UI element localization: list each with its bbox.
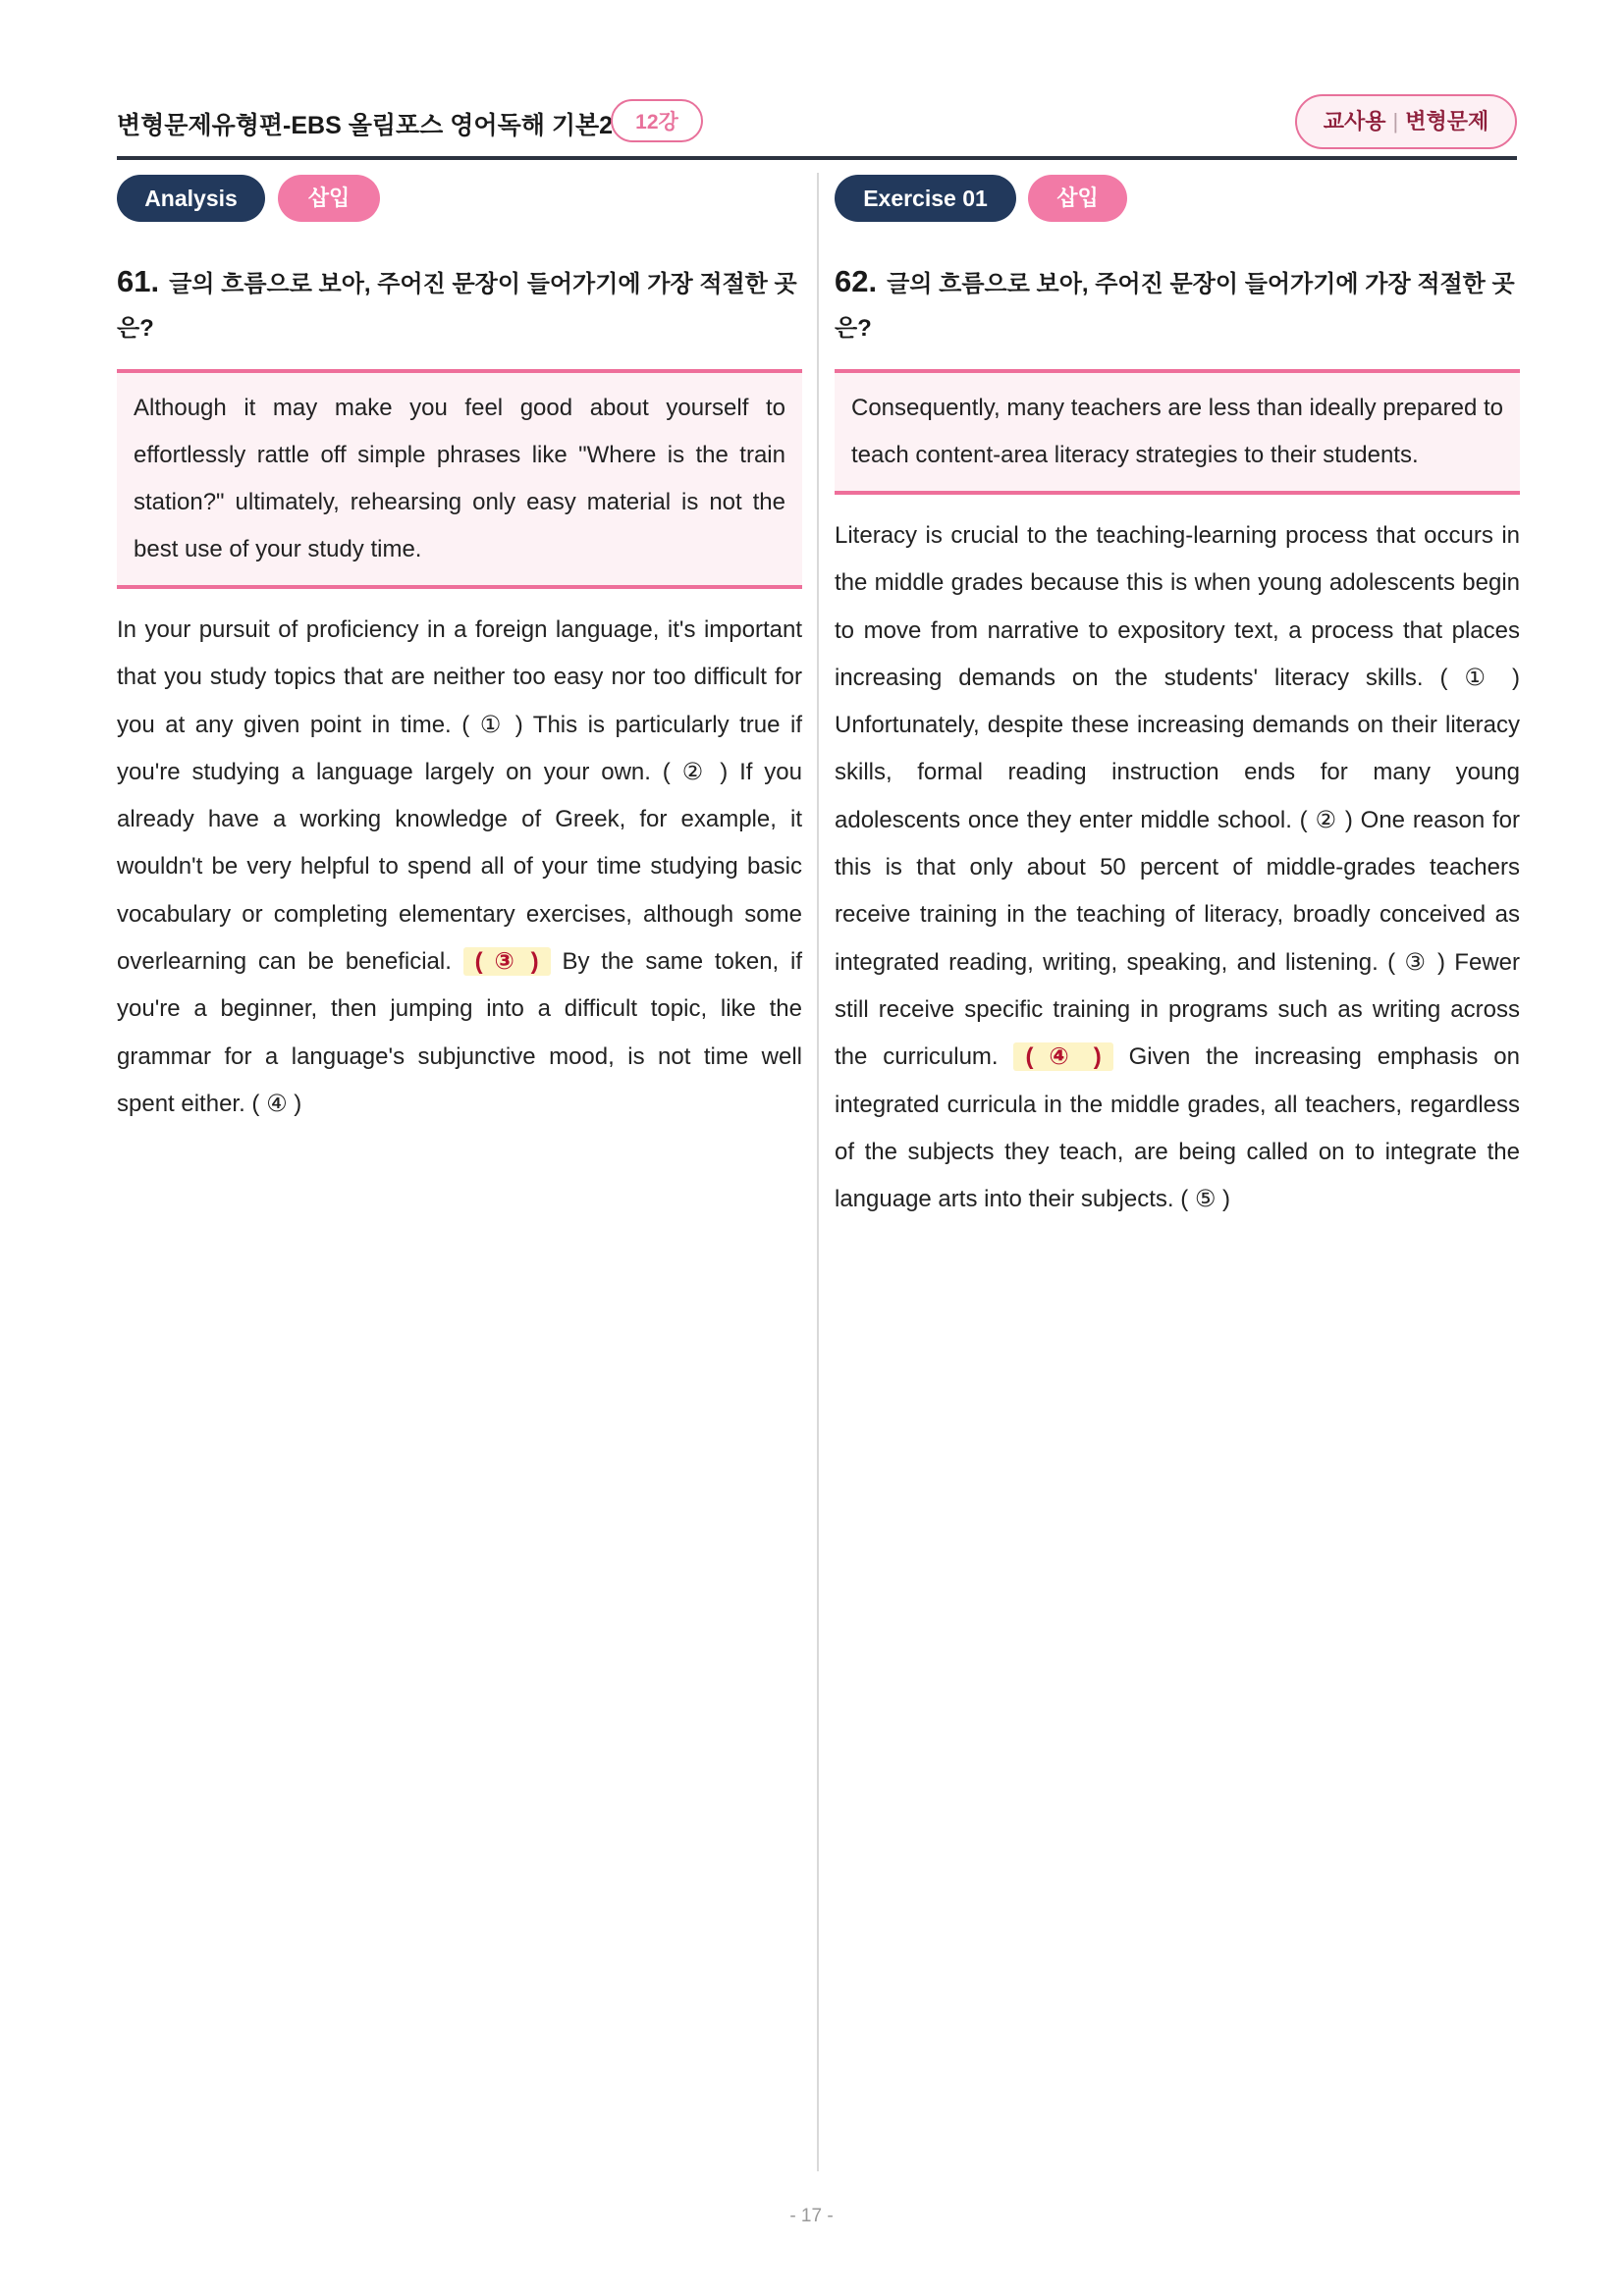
section-tags bbox=[117, 175, 802, 222]
given-sentence-box: Consequently, many teachers are less than ideally prepared to teach content-area literacy strategies to their students. bbox=[835, 369, 1520, 495]
lesson-badge: 12강 bbox=[611, 99, 703, 142]
passage-text-continued: By the same token, if you're a beginner, then jumping into a difficult topic, like the grammar for a language's subjunctive mood, is not time well spent either. ( ④ ) bbox=[117, 948, 802, 1117]
passage bbox=[835, 512, 1520, 1223]
question-text: 글의 흐름으로 보아, 주어진 문장이 들어가기에 가장 적절한 곳은? bbox=[835, 271, 1515, 342]
exercise-tag: Exercise 01 bbox=[835, 175, 1016, 222]
left-column bbox=[117, 175, 802, 1128]
question-number: 62. bbox=[835, 264, 878, 298]
document-title: 변형문제유형편-EBS 올림포스 영어독해 기본2 bbox=[117, 112, 614, 139]
question-text: 글의 흐름으로 보아, 주어진 문장이 들어가기에 가장 적절한 곳은? bbox=[117, 271, 797, 342]
given-sentence-box: Although it may make you feel good about yourself to effortlessly rattle off simple phrases like "Where is the train station?" ultimately, rehearsing only easy material is not the best use of your study time. bbox=[117, 369, 802, 589]
passage bbox=[117, 607, 802, 1128]
right-column bbox=[835, 175, 1520, 1223]
question-heading bbox=[835, 259, 1520, 350]
passage-text: Literacy is crucial to the teaching-learning process that occurs in the middle grades because this is when young adolescents begin to move from narrative to expository text, a process that places increasing demands on the students' literacy skills. ( ① ) Unfortunately, despite these increasing demands on their literacy skills, formal reading instruction ends for many young adolescents once they enter middle school. ( ② ) One reason for this is that only about 50 percent of middle-grades teachers receive training in the teaching of literacy, broadly conceived as integrated reading, writing, speaking, and listening. ( ③ ) Fewer still receive specific training in programs such as writing across the curriculum. bbox=[835, 522, 1520, 1071]
question-heading bbox=[117, 259, 802, 350]
passage-text: In your pursuit of proficiency in a foreign language, it's important that you study topics that are neither too easy nor too difficult for you at any given point in time. ( ① ) This is particularly true if you're studying a language largely on your own. ( ② ) If you already have a working knowledge of Greek, for example, it wouldn't be very helpful to spend all of your time studying basic vocabulary or completing elementary exercises, although some overlearning can be beneficial. bbox=[117, 616, 802, 976]
header-rule bbox=[117, 156, 1517, 160]
question-number: 61. bbox=[117, 264, 160, 298]
teacher-edition-badge bbox=[1295, 94, 1517, 149]
page-header bbox=[117, 94, 1517, 157]
insertion-tag: 삽입 bbox=[1028, 175, 1127, 222]
answer-marker: ( ④ ) bbox=[1013, 1042, 1112, 1071]
answer-marker: ( ③ ) bbox=[463, 947, 551, 976]
passage-text-continued: Given the increasing emphasis on integrated curricula in the middle grades, all teachers, regardless of the subjects they teach, are being called on to integrate the language arts into their subjects. ( ⑤ ) bbox=[835, 1043, 1521, 1213]
teacher-label: 교사용 bbox=[1323, 109, 1386, 133]
analysis-tag: Analysis bbox=[117, 175, 265, 222]
variant-label: 변형문제 bbox=[1405, 109, 1489, 133]
page-number: - 17 - bbox=[789, 2206, 834, 2226]
column-divider bbox=[817, 173, 819, 2171]
badge-separator: | bbox=[1392, 109, 1399, 133]
insertion-tag: 삽입 bbox=[278, 175, 380, 222]
section-tags bbox=[835, 175, 1520, 222]
